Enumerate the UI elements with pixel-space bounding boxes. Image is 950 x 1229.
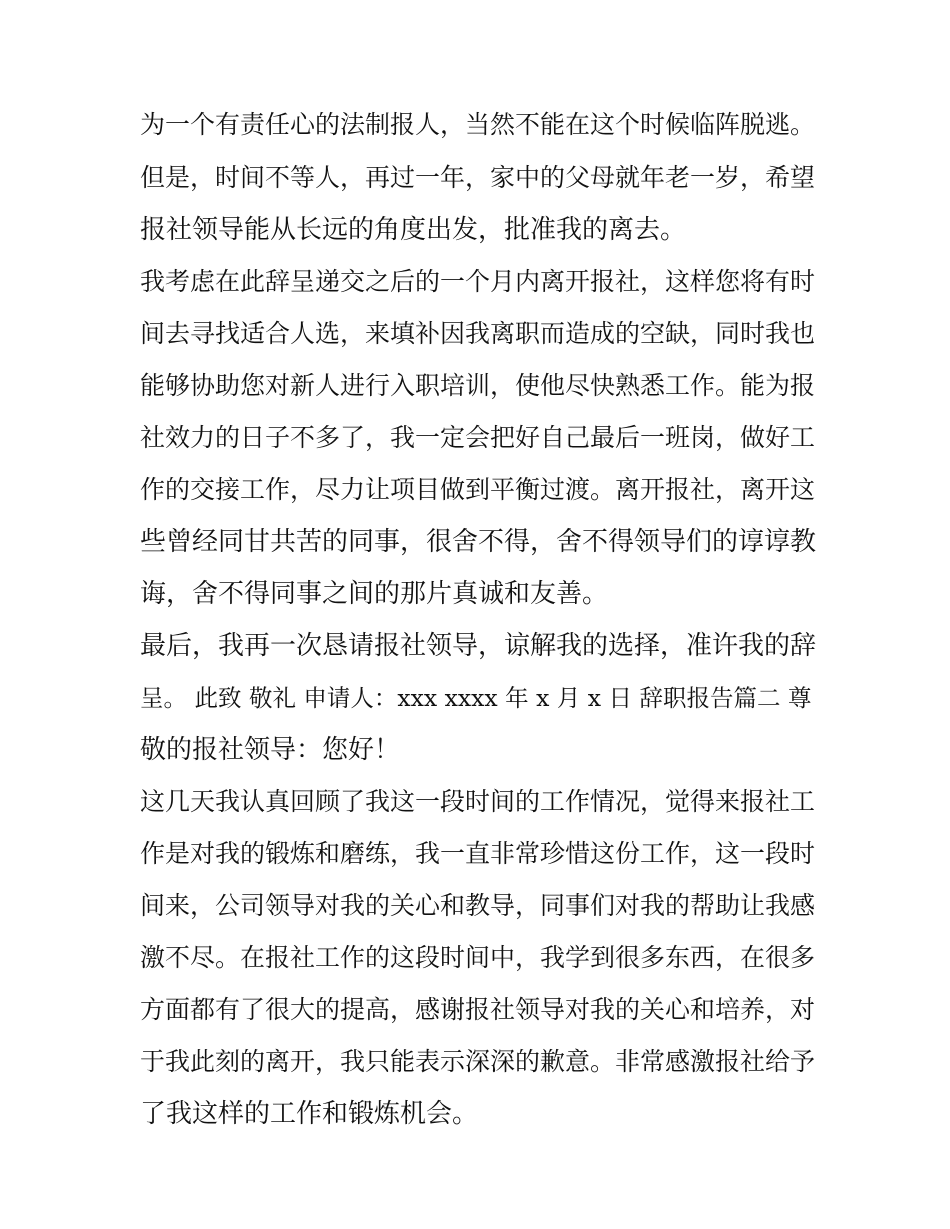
- text-line: 这几天我认真回顾了我这一段时间的工作情况，觉得来报社工: [140, 787, 816, 816]
- text-line: 敬的报社领导：您好！: [140, 735, 401, 765]
- text-line: 间来，公司领导对我的关心和教导，同事们对我的帮助让我感: [140, 891, 816, 920]
- text-line: 但是，时间不等人，再过一年，家中的父母就年老一岁，希望: [140, 163, 816, 192]
- text-line: 作是对我的锻炼和磨练，我一直非常珍惜这份工作，这一段时: [140, 839, 816, 868]
- text-line: 呈。 此致 敬礼 申请人：xxx xxxx 年 x 月 x 日 辞职报告篇二 尊: [140, 684, 812, 712]
- text-line: 能够协助您对新人进行入职培训，使他尽快熟悉工作。能为报: [140, 371, 816, 400]
- text-line: 方面都有了很大的提高，感谢报社领导对我的关心和培养，对: [140, 995, 816, 1024]
- text-line: 间去寻找适合人选，来填补因我离职而造成的空缺，同时我也: [140, 319, 816, 348]
- text-line: 最后，我再一次恳请报社领导，谅解我的选择，准许我的辞: [140, 631, 817, 661]
- text-line: 为一个有责任心的法制报人，当然不能在这个时候临阵脱逃。: [140, 110, 816, 139]
- text-line: 了我这样的工作和锻炼机会。: [140, 1099, 479, 1129]
- text-line: 作的交接工作，尽力让项目做到平衡过渡。离开报社，离开这: [140, 475, 816, 504]
- text-line: 报社领导能从长远的角度出发，批准我的离去。: [140, 215, 687, 245]
- text-line: 诲，舍不得同事之间的那片真诚和友善。: [140, 579, 609, 609]
- text-line: 些曾经同甘共苦的同事，很舍不得，舍不得领导们的谆谆教: [140, 527, 817, 557]
- text-line: 激不尽。在报社工作的这段时间中，我学到很多东西，在很多: [140, 943, 816, 972]
- text-line: 我考虑在此辞呈递交之后的一个月内离开报社，这样您将有时: [140, 267, 816, 296]
- text-line: 社效力的日子不多了，我一定会把好自己最后一班岗，做好工: [140, 423, 816, 452]
- text-line: 于我此刻的离开，我只能表示深深的歉意。非常感激报社给予: [140, 1047, 816, 1076]
